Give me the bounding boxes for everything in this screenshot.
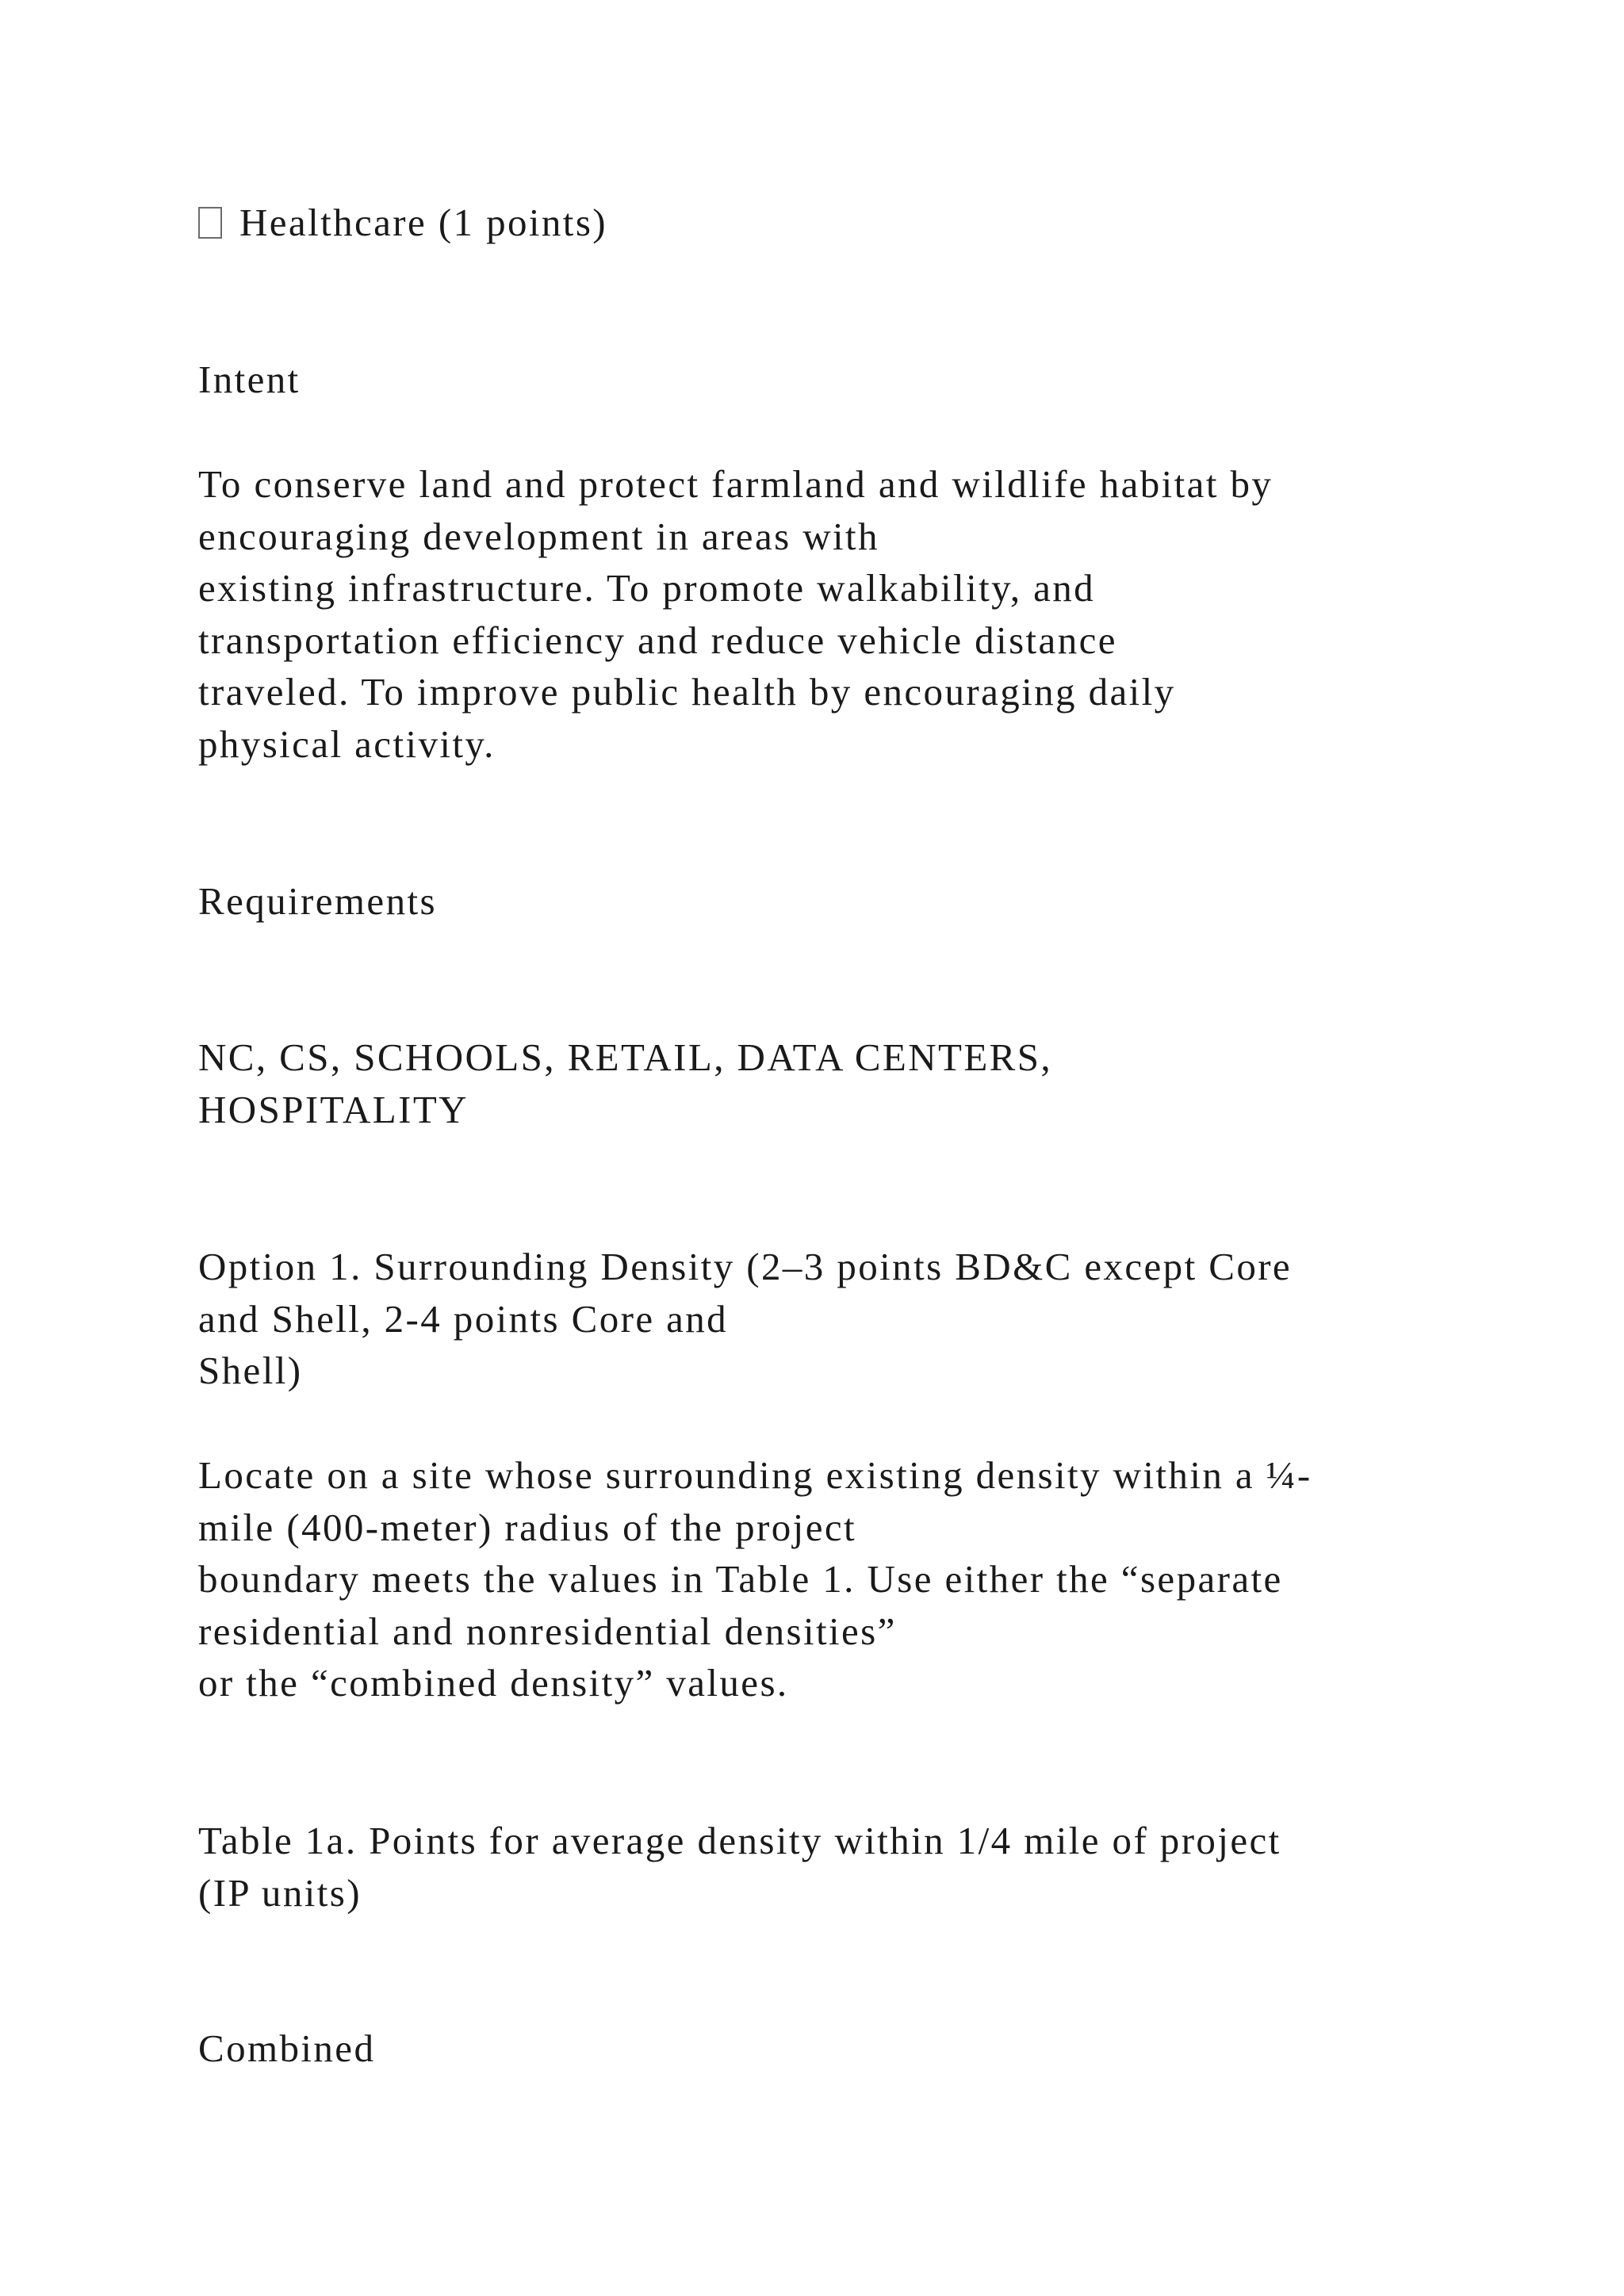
project-types-line: HOSPITALITY xyxy=(198,1087,469,1131)
project-types-line: NC, CS, SCHOOLS, RETAIL, DATA CENTERS, xyxy=(198,1035,1053,1079)
table-caption-line: (IP units) xyxy=(198,1870,362,1915)
intent-line: existing infrastructure. To promote walkability, and xyxy=(198,566,1096,610)
requirements-heading xyxy=(198,875,1435,928)
option1-body-line: or the “combined density” values. xyxy=(198,1661,789,1705)
combined-label-text: Combined xyxy=(198,2026,376,2070)
combined-label xyxy=(198,2022,1435,2075)
intent-line: transportation efficiency and reduce vehicle distance xyxy=(198,618,1117,662)
option1-body-line: Locate on a site whose surrounding existing density within a ¼- xyxy=(198,1453,1312,1497)
intent-paragraph xyxy=(198,458,1435,770)
option1-body-line: mile (400-meter) radius of the project xyxy=(198,1505,857,1549)
healthcare-option-line xyxy=(198,197,1435,249)
option1-body-line: residential and nonresidential densities” xyxy=(198,1609,897,1653)
option1-body xyxy=(198,1449,1435,1709)
option1-body-line: boundary meets the values in Table 1. Use either the “separate xyxy=(198,1557,1283,1601)
intent-line: To conserve land and protect farmland and wildlife habitat by xyxy=(198,462,1274,506)
option1-heading-line: Option 1. Surrounding Density (2–3 points BD&C except Core xyxy=(198,1245,1293,1288)
intent-line: encouraging development in areas with xyxy=(198,514,879,558)
table-caption-line: Table 1a. Points for average density within 1/4 mile of project xyxy=(198,1819,1281,1862)
option1-heading-line: and Shell, 2-4 points Core and xyxy=(198,1296,729,1341)
option1-heading xyxy=(198,1241,1435,1397)
healthcare-option xyxy=(198,197,1435,249)
intent-line: traveled. To improve public health by encouraging daily xyxy=(198,670,1176,714)
healthcare-option-label: Healthcare (1 points) xyxy=(239,201,608,244)
checkbox-icon xyxy=(198,207,222,239)
project-types xyxy=(198,1031,1435,1135)
intent-line: physical activity. xyxy=(198,721,496,766)
intent-heading-text: Intent xyxy=(198,358,301,401)
table-caption xyxy=(198,1815,1435,1919)
intent-heading xyxy=(198,354,1435,406)
option1-heading-line: Shell) xyxy=(198,1349,303,1392)
requirements-heading-text: Requirements xyxy=(198,879,437,923)
